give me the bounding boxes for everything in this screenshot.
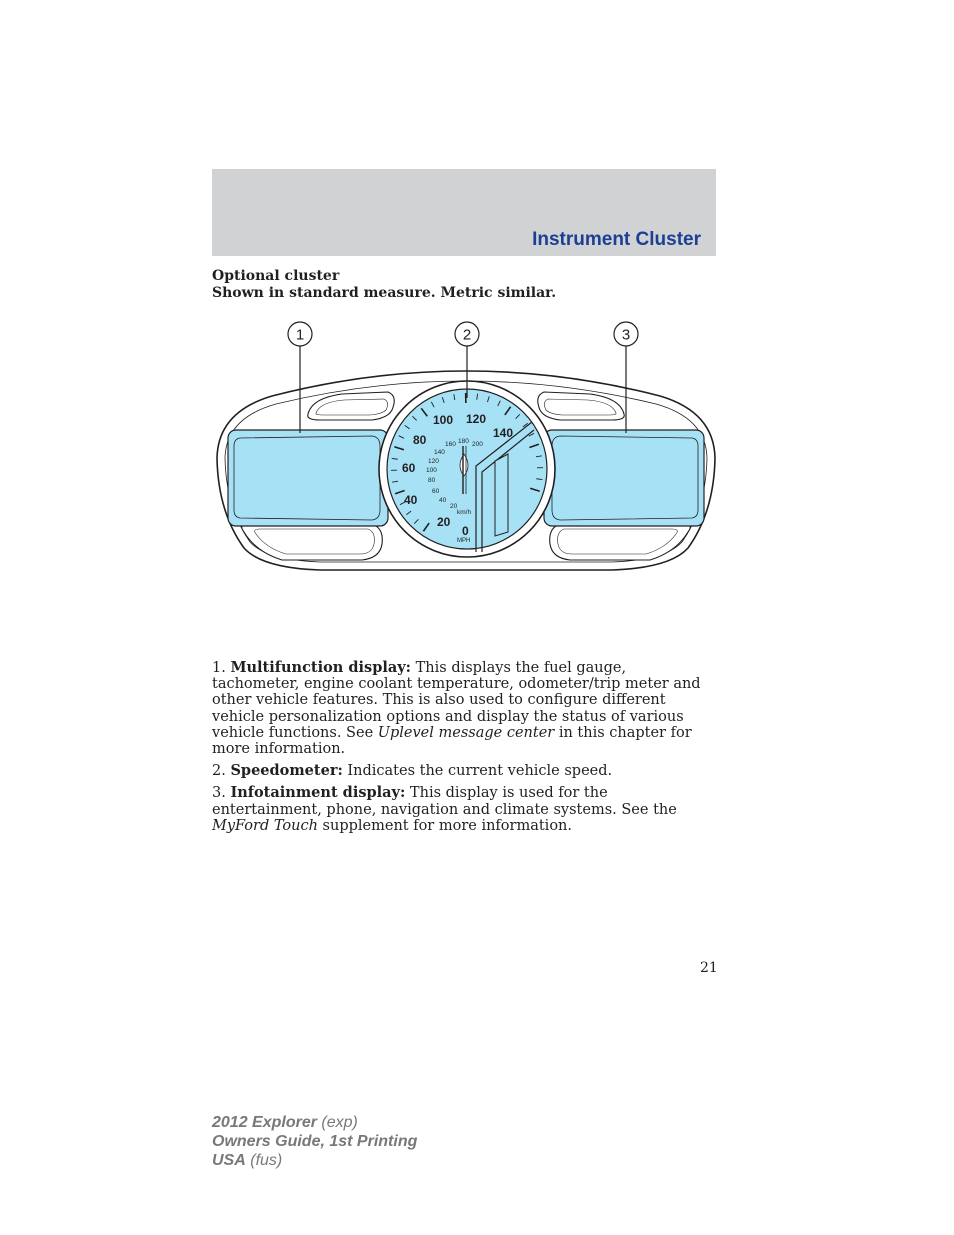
- kmh-label-200: 200: [472, 441, 483, 448]
- intro-line-2: Shown in standard measure. Metric similar.: [212, 285, 557, 301]
- page-number: 21: [700, 960, 718, 976]
- mph-label-20: 20: [437, 515, 451, 529]
- footer-model-code: (exp): [321, 1114, 358, 1131]
- item-number: 1.: [212, 660, 226, 676]
- mph-label-120: 120: [466, 412, 487, 426]
- callout-descriptions: [212, 660, 716, 840]
- kmh-label-140: 140: [434, 449, 445, 456]
- mph-label-140: 140: [493, 426, 514, 440]
- instrument-cluster-figure: [212, 316, 720, 576]
- footer-guide: Owners Guide, 1st Printing: [212, 1133, 418, 1150]
- mph-label-40: 40: [404, 493, 418, 507]
- footer-line-2: [212, 1132, 417, 1151]
- mph-label-0: 0: [462, 524, 469, 538]
- figure-intro: [212, 268, 716, 302]
- item-text: supplement for more information.: [317, 817, 572, 834]
- intro-line-1: Optional cluster: [212, 268, 340, 284]
- kmh-unit: km/h: [457, 509, 472, 516]
- mph-label-80: 80: [413, 433, 427, 447]
- mph-label-100: 100: [433, 413, 454, 427]
- footer: [212, 1113, 417, 1170]
- item-text: This displays the fuel gauge, tachometer, engine coolant temperature, odometer/trip meter and other vehicle features. This is also used to configure different vehicle personalization options and display the status of various vehicle functions. See: [212, 660, 701, 741]
- kmh-label-120: 120: [428, 458, 439, 465]
- kmh-label-160: 160: [445, 441, 456, 448]
- cross-reference: Uplevel message center: [377, 724, 555, 741]
- callout-number-1: 1: [295, 326, 305, 344]
- cross-reference: MyFord Touch: [212, 817, 318, 834]
- kmh-label-60: 60: [432, 488, 440, 495]
- footer-market-code: (fus): [250, 1152, 283, 1169]
- kmh-label-80: 80: [428, 477, 436, 484]
- kmh-label-100: 100: [426, 467, 437, 474]
- item-number: 3.: [212, 785, 226, 802]
- callout-number-3: 3: [621, 326, 631, 344]
- gauge-panel-window: [495, 454, 508, 536]
- item-term: Speedometer:: [230, 762, 343, 780]
- footer-model: 2012 Explorer: [212, 1114, 317, 1131]
- footer-market: USA: [212, 1152, 246, 1169]
- list-item: [212, 763, 716, 779]
- mph-label-60: 60: [402, 461, 416, 475]
- infotainment-display: [544, 430, 704, 526]
- section-title: Instrument Cluster: [532, 229, 701, 250]
- item-term: Infotainment display:: [230, 784, 406, 802]
- kmh-label-20: 20: [450, 503, 458, 510]
- item-number: 2.: [212, 763, 226, 780]
- kmh-label-40: 40: [439, 497, 447, 504]
- mph-unit: MPH: [457, 538, 471, 544]
- cluster-illustration: [212, 316, 720, 576]
- item-text: Indicates the current vehicle speed.: [342, 763, 613, 780]
- item-text: This display is used for the entertainment, phone, navigation and climate systems. See the: [212, 785, 677, 818]
- multifunction-display: [228, 430, 388, 526]
- list-item: [212, 785, 716, 834]
- item-text: in this chapter for more information.: [212, 724, 692, 758]
- header-band: [212, 169, 716, 256]
- kmh-label-180: 180: [458, 438, 469, 445]
- list-item: [212, 660, 716, 757]
- footer-line-3: [212, 1151, 417, 1170]
- footer-line-1: [212, 1113, 417, 1132]
- item-term: Multifunction display:: [230, 659, 412, 676]
- callout-number-2: 2: [462, 326, 472, 344]
